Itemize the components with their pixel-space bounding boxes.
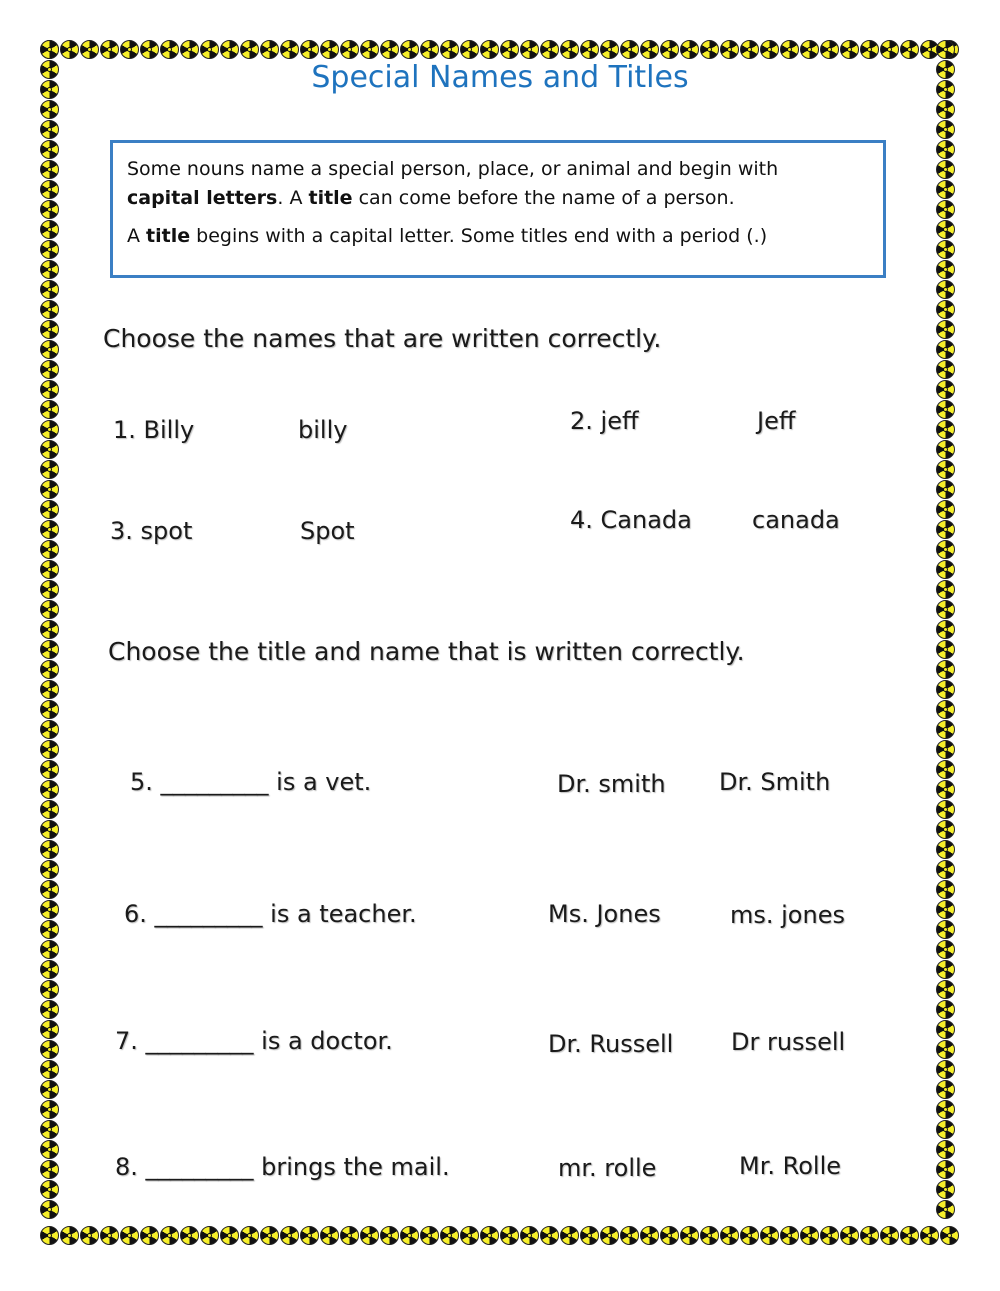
border-token-icon — [880, 40, 899, 59]
border-token-icon — [320, 1226, 339, 1245]
border-token-icon — [936, 1000, 955, 1019]
border-token-icon — [936, 880, 955, 899]
border-token-icon — [40, 700, 59, 719]
border-token-icon — [40, 680, 59, 699]
border-token-icon — [400, 1226, 419, 1245]
border-token-icon — [40, 560, 59, 579]
border-token-icon — [740, 1226, 759, 1245]
q6-option-b[interactable]: ms. jones — [730, 901, 845, 929]
border-token-icon — [40, 780, 59, 799]
border-token-icon — [40, 320, 59, 339]
border-token-icon — [40, 820, 59, 839]
border-token-icon — [936, 1120, 955, 1139]
q3-option-b[interactable]: Spot — [300, 517, 355, 545]
border-token-icon — [820, 1226, 839, 1245]
border-token-icon — [340, 40, 359, 59]
border-token-icon — [340, 1226, 359, 1245]
border-top — [40, 40, 960, 60]
info-line-3: A title begins with a capital letter. Some titles end with a period (.) — [127, 225, 768, 247]
border-token-icon — [600, 1226, 619, 1245]
border-token-icon — [60, 40, 79, 59]
border-token-icon — [40, 360, 59, 379]
border-token-icon — [40, 620, 59, 639]
border-token-icon — [40, 840, 59, 859]
border-token-icon — [40, 540, 59, 559]
border-token-icon — [160, 40, 179, 59]
border-token-icon — [936, 1140, 955, 1159]
border-token-icon — [460, 40, 479, 59]
border-token-icon — [40, 880, 59, 899]
border-token-icon — [500, 40, 519, 59]
border-token-icon — [936, 480, 955, 499]
section2-instruction: Choose the title and name that is written correctly. — [108, 637, 745, 666]
border-token-icon — [420, 1226, 439, 1245]
border-token-icon — [40, 1180, 59, 1199]
border-token-icon — [936, 200, 955, 219]
border-token-icon — [40, 40, 59, 59]
border-token-icon — [40, 440, 59, 459]
border-token-icon — [936, 440, 955, 459]
border-token-icon — [936, 1200, 955, 1219]
q6-sentence: 6. _________ is a teacher. — [124, 900, 417, 928]
border-token-icon — [840, 40, 859, 59]
border-token-icon — [40, 1200, 59, 1219]
border-token-icon — [40, 100, 59, 119]
q3-option-a[interactable]: 3. spot — [110, 517, 193, 545]
border-token-icon — [800, 40, 819, 59]
border-token-icon — [120, 40, 139, 59]
border-token-icon — [936, 280, 955, 299]
border-token-icon — [880, 1226, 899, 1245]
border-token-icon — [140, 1226, 159, 1245]
border-token-icon — [40, 380, 59, 399]
border-token-icon — [80, 1226, 99, 1245]
border-token-icon — [936, 40, 955, 59]
border-token-icon — [720, 40, 739, 59]
q5-option-b[interactable]: Dr. Smith — [719, 768, 831, 796]
border-token-icon — [280, 40, 299, 59]
border-token-icon — [40, 280, 59, 299]
q1-option-b[interactable]: billy — [298, 416, 348, 444]
border-token-icon — [936, 1080, 955, 1099]
border-token-icon — [40, 300, 59, 319]
border-token-icon — [160, 1226, 179, 1245]
border-token-icon — [936, 980, 955, 999]
border-token-icon — [936, 780, 955, 799]
border-bottom — [40, 1226, 960, 1246]
border-token-icon — [40, 1226, 59, 1245]
border-token-icon — [900, 1226, 919, 1245]
border-token-icon — [936, 320, 955, 339]
border-token-icon — [280, 1226, 299, 1245]
border-token-icon — [220, 40, 239, 59]
border-token-icon — [40, 160, 59, 179]
border-token-icon — [936, 220, 955, 239]
border-token-icon — [936, 560, 955, 579]
border-token-icon — [936, 240, 955, 259]
border-token-icon — [720, 1226, 739, 1245]
border-token-icon — [936, 600, 955, 619]
border-token-icon — [400, 40, 419, 59]
border-token-icon — [936, 680, 955, 699]
border-token-icon — [936, 940, 955, 959]
border-token-icon — [140, 40, 159, 59]
border-token-icon — [680, 40, 699, 59]
border-token-icon — [840, 1226, 859, 1245]
border-token-icon — [240, 1226, 259, 1245]
border-token-icon — [260, 40, 279, 59]
border-token-icon — [100, 40, 119, 59]
border-token-icon — [40, 760, 59, 779]
q4-option-a[interactable]: 4. Canada — [570, 506, 692, 534]
border-token-icon — [920, 1226, 939, 1245]
border-token-icon — [936, 380, 955, 399]
border-token-icon — [380, 40, 399, 59]
border-token-icon — [936, 120, 955, 139]
border-token-icon — [936, 360, 955, 379]
border-token-icon — [40, 720, 59, 739]
border-token-icon — [936, 460, 955, 479]
q2-option-b[interactable]: Jeff — [757, 407, 796, 435]
border-token-icon — [936, 800, 955, 819]
info-box — [110, 140, 886, 278]
border-token-icon — [40, 1100, 59, 1119]
border-token-icon — [936, 100, 955, 119]
border-token-icon — [300, 1226, 319, 1245]
border-token-icon — [936, 180, 955, 199]
border-token-icon — [40, 600, 59, 619]
border-token-icon — [40, 520, 59, 539]
q8-option-a[interactable]: mr. rolle — [558, 1154, 657, 1182]
border-token-icon — [580, 40, 599, 59]
border-token-icon — [800, 1226, 819, 1245]
border-token-icon — [40, 980, 59, 999]
border-token-icon — [40, 200, 59, 219]
border-token-icon — [936, 720, 955, 739]
border-token-icon — [360, 40, 379, 59]
border-token-icon — [936, 260, 955, 279]
border-token-icon — [936, 620, 955, 639]
q2-option-a[interactable]: 2. jeff — [570, 407, 639, 435]
q5-sentence: 5. _________ is a vet. — [130, 768, 372, 796]
border-token-icon — [40, 500, 59, 519]
border-token-icon — [936, 580, 955, 599]
border-token-icon — [936, 820, 955, 839]
border-token-icon — [540, 40, 559, 59]
border-token-icon — [580, 1226, 599, 1245]
border-token-icon — [200, 1226, 219, 1245]
border-token-icon — [780, 1226, 799, 1245]
border-token-icon — [40, 1020, 59, 1039]
border-token-icon — [936, 840, 955, 859]
border-token-icon — [700, 40, 719, 59]
border-token-icon — [60, 1226, 79, 1245]
border-token-icon — [620, 40, 639, 59]
border-token-icon — [560, 1226, 579, 1245]
border-token-icon — [460, 1226, 479, 1245]
border-token-icon — [420, 40, 439, 59]
border-token-icon — [40, 1140, 59, 1159]
border-token-icon — [440, 1226, 459, 1245]
info-line-1: Some nouns name a special person, place, or animal and begin with capital letters. A title can come before the name of a person. — [127, 158, 779, 209]
border-token-icon — [440, 40, 459, 59]
q8-option-b[interactable]: Mr. Rolle — [739, 1152, 842, 1180]
border-token-icon — [40, 1120, 59, 1139]
border-token-icon — [900, 40, 919, 59]
border-left — [40, 40, 60, 1220]
q6-option-a[interactable]: Ms. Jones — [548, 900, 661, 928]
border-token-icon — [40, 240, 59, 259]
border-token-icon — [40, 1080, 59, 1099]
border-token-icon — [180, 1226, 199, 1245]
border-token-icon — [640, 40, 659, 59]
border-token-icon — [80, 40, 99, 59]
border-token-icon — [40, 660, 59, 679]
border-token-icon — [220, 1226, 239, 1245]
border-token-icon — [100, 1226, 119, 1245]
border-token-icon — [820, 40, 839, 59]
border-token-icon — [936, 140, 955, 159]
border-token-icon — [936, 640, 955, 659]
border-token-icon — [936, 900, 955, 919]
border-token-icon — [936, 760, 955, 779]
border-token-icon — [620, 1226, 639, 1245]
border-token-icon — [936, 420, 955, 439]
border-token-icon — [40, 180, 59, 199]
border-token-icon — [200, 40, 219, 59]
border-token-icon — [40, 860, 59, 879]
border-token-icon — [40, 460, 59, 479]
border-token-icon — [40, 340, 59, 359]
section1-instruction: Choose the names that are written correctly. — [103, 324, 662, 353]
border-token-icon — [640, 1226, 659, 1245]
border-token-icon — [40, 960, 59, 979]
border-token-icon — [40, 940, 59, 959]
border-token-icon — [940, 1226, 959, 1245]
border-token-icon — [936, 960, 955, 979]
border-token-icon — [740, 40, 759, 59]
q8-sentence: 8. _________ brings the mail. — [115, 1153, 450, 1181]
border-token-icon — [936, 660, 955, 679]
border-token-icon — [260, 1226, 279, 1245]
border-token-icon — [40, 1040, 59, 1059]
border-token-icon — [40, 740, 59, 759]
border-token-icon — [380, 1226, 399, 1245]
border-token-icon — [936, 1180, 955, 1199]
border-token-icon — [480, 40, 499, 59]
border-token-icon — [40, 920, 59, 939]
border-token-icon — [40, 260, 59, 279]
border-token-icon — [660, 1226, 679, 1245]
border-token-icon — [40, 900, 59, 919]
border-token-icon — [700, 1226, 719, 1245]
border-token-icon — [40, 220, 59, 239]
border-token-icon — [936, 540, 955, 559]
border-token-icon — [540, 1226, 559, 1245]
border-token-icon — [936, 1020, 955, 1039]
border-token-icon — [40, 420, 59, 439]
border-token-icon — [936, 1160, 955, 1179]
border-token-icon — [180, 40, 199, 59]
page-title: Special Names and Titles — [311, 60, 689, 95]
border-token-icon — [860, 1226, 879, 1245]
border-token-icon — [936, 1040, 955, 1059]
border-token-icon — [120, 1226, 139, 1245]
border-token-icon — [40, 1060, 59, 1079]
border-token-icon — [520, 40, 539, 59]
border-token-icon — [936, 920, 955, 939]
border-token-icon — [936, 700, 955, 719]
border-token-icon — [40, 580, 59, 599]
border-token-icon — [660, 40, 679, 59]
border-token-icon — [520, 1226, 539, 1245]
border-token-icon — [860, 40, 879, 59]
q7-option-b[interactable]: Dr russell — [731, 1028, 846, 1056]
border-token-icon — [936, 520, 955, 539]
border-token-icon — [40, 140, 59, 159]
border-token-icon — [936, 400, 955, 419]
border-token-icon — [760, 1226, 779, 1245]
border-token-icon — [480, 1226, 499, 1245]
border-token-icon — [40, 1000, 59, 1019]
border-token-icon — [40, 480, 59, 499]
border-token-icon — [500, 1226, 519, 1245]
border-token-icon — [936, 1100, 955, 1119]
q7-option-a[interactable]: Dr. Russell — [548, 1030, 674, 1058]
q5-option-a[interactable]: Dr. smith — [557, 770, 666, 798]
border-token-icon — [40, 640, 59, 659]
border-token-icon — [936, 500, 955, 519]
q1-option-a[interactable]: 1. Billy — [113, 416, 195, 444]
border-token-icon — [40, 120, 59, 139]
q7-sentence: 7. _________ is a doctor. — [115, 1027, 393, 1055]
border-token-icon — [760, 40, 779, 59]
border-token-icon — [936, 740, 955, 759]
border-token-icon — [600, 40, 619, 59]
border-token-icon — [300, 40, 319, 59]
q4-option-b[interactable]: canada — [752, 506, 840, 534]
border-token-icon — [40, 800, 59, 819]
border-token-icon — [936, 160, 955, 179]
border-token-icon — [780, 40, 799, 59]
border-token-icon — [240, 40, 259, 59]
border-token-icon — [320, 40, 339, 59]
border-token-icon — [936, 340, 955, 359]
border-token-icon — [40, 400, 59, 419]
border-token-icon — [936, 1060, 955, 1079]
border-right — [936, 40, 956, 1220]
border-token-icon — [680, 1226, 699, 1245]
border-token-icon — [936, 860, 955, 879]
border-token-icon — [936, 300, 955, 319]
border-token-icon — [360, 1226, 379, 1245]
border-token-icon — [560, 40, 579, 59]
border-token-icon — [40, 1160, 59, 1179]
